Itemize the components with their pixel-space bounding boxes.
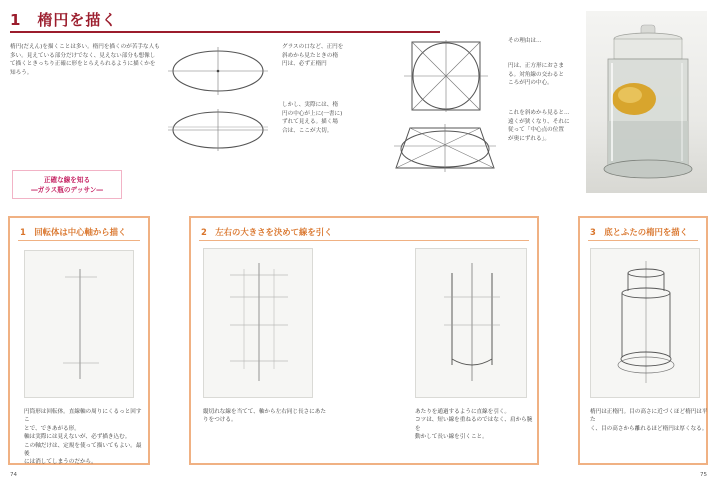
note-line: 円は、正方形におさま	[508, 63, 564, 69]
step-text-line: く、目の高さから離れるほど楕円は厚くなる。	[590, 425, 708, 432]
step-title-rule	[588, 240, 698, 241]
note-circle-square	[508, 62, 583, 88]
step-description	[24, 408, 146, 467]
step-panel-2	[189, 216, 539, 465]
note-line: グラスの口など、正円を	[282, 44, 344, 50]
step-text-line: には消してしまうのだから。	[24, 459, 97, 466]
page-title: 1 楕円を描く	[10, 11, 118, 29]
note-line: る。対角線の交わると	[508, 71, 564, 78]
step-description-right	[415, 408, 533, 442]
note-line: 斜めから見たときの楕	[282, 52, 338, 59]
drawing-paper-axis	[24, 250, 134, 398]
note-line: ずれて見える。描く場	[282, 119, 338, 126]
note-line: しかし、実際には、楕	[282, 102, 338, 108]
step-title: 1 回転体は中心軸から描く	[20, 227, 127, 237]
callout-box	[12, 170, 122, 199]
title-underline	[10, 31, 440, 33]
note-line: これを斜めから見ると…	[508, 110, 570, 116]
drawing-paper-lines	[415, 248, 527, 398]
step-panel-1	[8, 216, 150, 465]
step-title: 2 左右の大きさを決めて線を引く	[201, 227, 333, 237]
callout-title: 正確な線を知る	[43, 176, 91, 184]
intro-line: 多い。見えている部分だけでなく、見えない部分も想像し	[10, 52, 156, 59]
circle-in-square-sketch	[404, 40, 488, 112]
ellipse-sketch-shifted	[168, 108, 268, 152]
step-title-rule	[18, 240, 140, 241]
glass-jar-photo	[586, 11, 707, 193]
drawing-paper-guides	[203, 248, 313, 398]
step-title-rule	[199, 240, 529, 241]
note-line: 円の中心が上に(一書に)	[282, 110, 343, 117]
intro-line: 楕円(だえん)を描くことは多い。楕円を描くのが苦手な人も	[10, 44, 160, 50]
note-line: 遠くが狭くなり、それに	[508, 118, 570, 125]
note-line: が奥にずれる」。	[508, 135, 550, 142]
page-number-right: 75	[700, 472, 707, 478]
step-panel-3	[578, 216, 708, 465]
note-line: その理由は…	[508, 38, 542, 44]
note-perspective	[508, 109, 586, 143]
note-line: 従って「中心点の位置	[508, 127, 564, 134]
step-text-line: コツは、短い線を重ねるのではなく、肩から腕を	[415, 417, 533, 432]
intro-line: て描くときっちり正確に形をとらえられるように描くかを知ろう。	[10, 61, 156, 76]
step-text-line: 動かして長い線を引くこと。	[415, 434, 488, 441]
note-line: 合は、ここが大切。	[282, 127, 333, 134]
step-text-line: この軸だけは、定規を使って描いてもよい。最後	[24, 442, 142, 458]
step-text-line: あたりを通過するように直線を引く。	[415, 409, 510, 415]
note-correct-ellipse	[282, 43, 372, 69]
note-shifted-center	[282, 101, 372, 135]
step-text-line: りをつける。	[203, 417, 237, 424]
note-line: 円は、必ず正楕円	[282, 61, 327, 68]
step-text-line: とで、できあがる形。	[24, 425, 80, 432]
page-number-left: 74	[10, 472, 17, 478]
ellipse-in-perspective-sketch	[394, 124, 496, 172]
step-text-line: 縦切れな線を当てて、軸から左右同じ長さにあた	[203, 409, 326, 415]
step-description-left	[203, 408, 333, 425]
drawing-paper-ellipses	[590, 248, 700, 398]
step-text-line: 軸は実際には見えないが、必ず描き込む。	[24, 434, 131, 441]
note-line: ころが円の中心。	[508, 80, 553, 87]
note-reason	[508, 37, 583, 46]
step-text-line: 円筒形は回転体。直線軸の周りにくるっと回すこ	[24, 409, 142, 424]
step-description	[590, 408, 708, 433]
step-text-line: 楕円は正楕円。目の高さに近づくほど楕円は平た	[590, 409, 708, 424]
step-title: 3 底とふたの楕円を描く	[590, 227, 688, 237]
ellipse-sketch-correct	[168, 46, 268, 96]
intro-paragraph	[10, 43, 160, 77]
callout-subtitle: ―ガラス瓶のデッサン―	[31, 186, 103, 194]
